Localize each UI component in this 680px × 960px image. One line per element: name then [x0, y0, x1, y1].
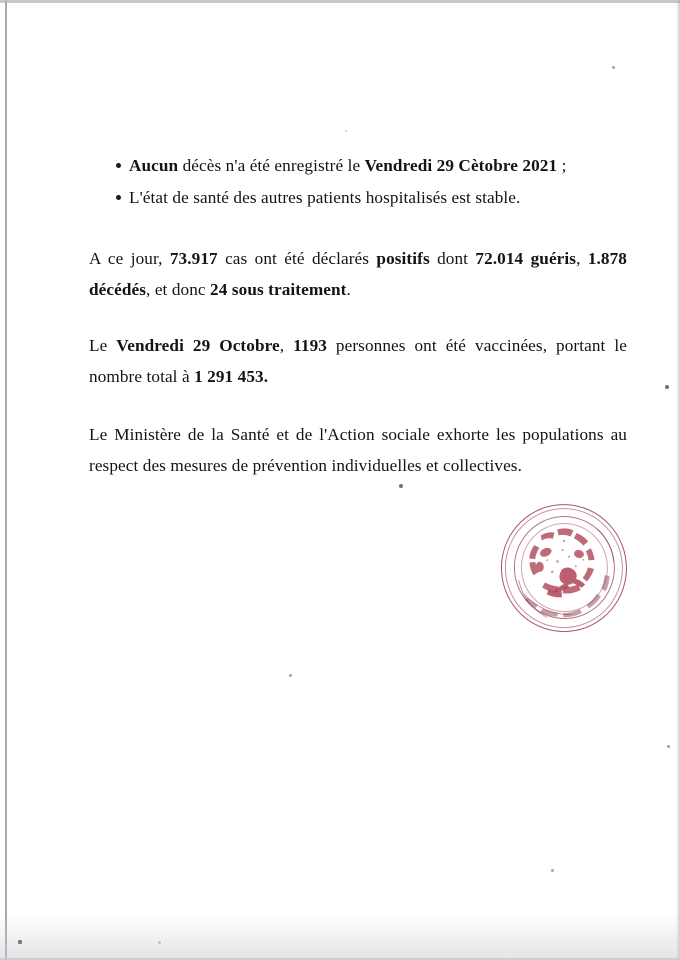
- paragraph-ministry-appeal: Le Ministère de la Santé et de l'Action sociale exhorte les populations au respect des mesures de prévention individuelles et collectives.: [89, 425, 627, 475]
- scan-edge-right-shadow: [676, 0, 680, 960]
- p1-seg-2: ,: [279, 336, 294, 355]
- scan-edge-bottom-shadow: [0, 914, 680, 960]
- scan-speck: [399, 484, 403, 488]
- list-item: [89, 150, 627, 182]
- scan-speck: [158, 941, 161, 944]
- scan-speck: [667, 745, 670, 748]
- bullet-list: [89, 150, 627, 214]
- p0-seg-5: 72.014 guéris: [475, 249, 577, 268]
- bullet-dot-icon: [116, 163, 121, 168]
- scan-speck: [289, 674, 292, 677]
- scan-edge-top-line: [0, 0, 680, 3]
- bullet-0-seg-1: décès n'a été enregistré le: [178, 156, 365, 175]
- stamp-ink-marks: [496, 499, 635, 640]
- scan-speck: [551, 869, 554, 872]
- paragraph-vaccination-summary: [89, 330, 627, 392]
- document-body: [89, 150, 627, 481]
- bullet-0-seg-0: Aucun: [129, 156, 179, 175]
- p0-seg-8: , et donc: [146, 280, 211, 299]
- paragraph-spacer: [89, 305, 627, 330]
- scan-edge-left-line: [5, 0, 7, 960]
- list-item: [89, 182, 627, 214]
- p1-seg-4: personnes ont été vaccinées, portant le nombre total à: [89, 336, 627, 386]
- bullet-text-0: [129, 156, 566, 175]
- scan-speck: [345, 130, 347, 132]
- p0-seg-3: positifs: [376, 249, 430, 268]
- p1-seg-0: Le: [89, 336, 117, 355]
- p0-seg-6: ,: [576, 249, 588, 268]
- bullet-text-1: L'état de santé des autres patients hospitalisés est stable.: [129, 188, 521, 207]
- scan-speck: [612, 66, 615, 69]
- p0-seg-9: 24 sous traitement: [210, 280, 347, 299]
- p1-seg-5: 1 291 453.: [194, 367, 269, 386]
- p0-seg-1: 73.917: [169, 249, 218, 268]
- bullet-0-seg-2: Vendredi 29 Cètobre 2021: [364, 156, 558, 175]
- paragraph-spacer: [89, 392, 627, 419]
- paragraph-cases-summary: [89, 243, 627, 305]
- scan-speck: [18, 940, 22, 944]
- p1-seg-1: Vendredi 29 Octobre: [116, 336, 280, 355]
- p0-seg-10: .: [346, 280, 351, 299]
- p0-seg-7: 1.878 décédés: [89, 249, 627, 299]
- p0-seg-2: cas ont été déclarés: [217, 249, 377, 268]
- bullet-0-seg-3: ;: [557, 156, 567, 175]
- official-ministry-stamp: [496, 499, 635, 640]
- p0-seg-0: A ce jour,: [89, 249, 170, 268]
- scan-speck: [665, 385, 669, 389]
- p1-seg-3: 1193: [293, 336, 327, 355]
- bullet-dot-icon: [116, 195, 121, 200]
- p0-seg-4: dont: [429, 249, 476, 268]
- paragraph-spacer: [89, 214, 627, 243]
